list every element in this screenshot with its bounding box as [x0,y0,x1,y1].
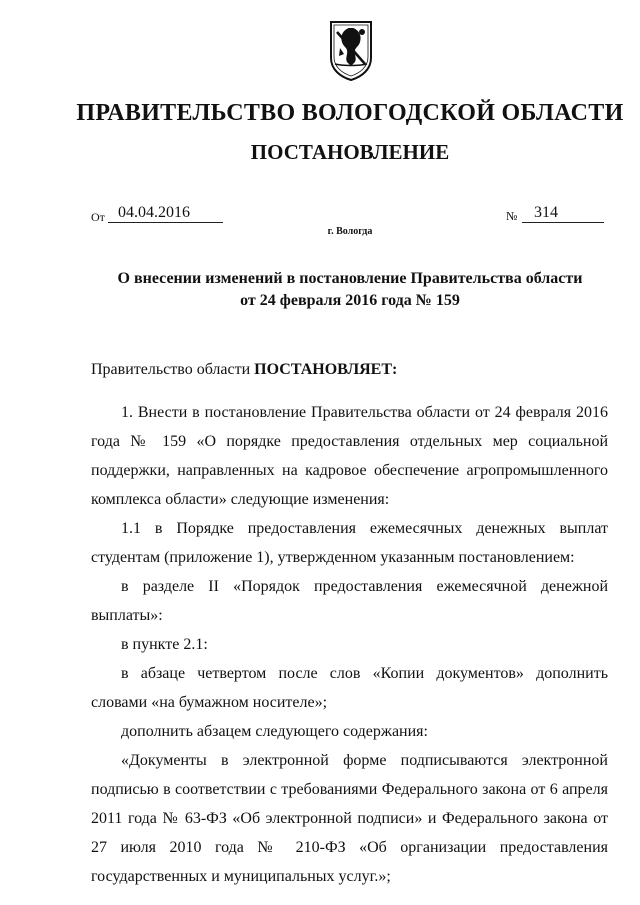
document-subject [0,268,640,312]
paragraph-3: в разделе II «Порядок предоставления ежемесячной денежной выплаты»: [91,578,608,624]
document-number: 314 [522,204,604,223]
paragraph-5: в абзаце четвертом после слов «Копии документов» дополнить словами «на бумажном носителе»; [91,665,608,711]
city-name: г. Вологда [327,226,373,237]
paragraph-7: «Документы в электронной форме подписываются электронной подписью в соответствии с требованиями Федерального закона от 6 апреля 2011 года № 63-ФЗ «Об электронной подписи» и Федерального закона от 27 июля 2010 года № 210-ФЗ «Об организации предоставления государственных и муниципальных услуг.»; [91,752,608,885]
document-date: 04.04.2016 [108,204,223,223]
government-title: ПРАВИТЕЛЬСТВО ВОЛОГОДСКОЙ ОБЛАСТИ [76,100,624,126]
preamble-verb: ПОСТАНОВЛЯЕТ: [254,361,398,378]
date-label: От [91,210,105,224]
preamble [91,361,397,379]
number-label: № [506,209,518,223]
paragraph-1: 1. Внести в постановление Правительства области от 24 февраля 2016 года № 159 «О порядке предоставления отдельных мер социальной поддержки, направленных на кадровое обеспечение агропромышленного комплекса области» следующие изменения: [91,404,608,508]
paragraph-6: дополнить абзацем следующего содержания: [121,723,428,740]
coat-of-arms-icon [329,20,373,82]
paragraph-4: в пункте 2.1: [121,636,208,653]
document-type: ПОСТАНОВЛЕНИЕ [250,140,450,164]
preamble-lead: Правительство области [91,361,255,378]
subject-line-1: О внесении изменений в постановление Правительства области [117,270,583,287]
paragraph-2: 1.1 в Порядке предоставления ежемесячных денежных выплат студентам (приложение 1), утвержденном указанным постановлением: [91,520,608,566]
subject-line-2: от 24 февраля 2016 года № 159 [240,292,460,309]
document-body [91,398,608,891]
